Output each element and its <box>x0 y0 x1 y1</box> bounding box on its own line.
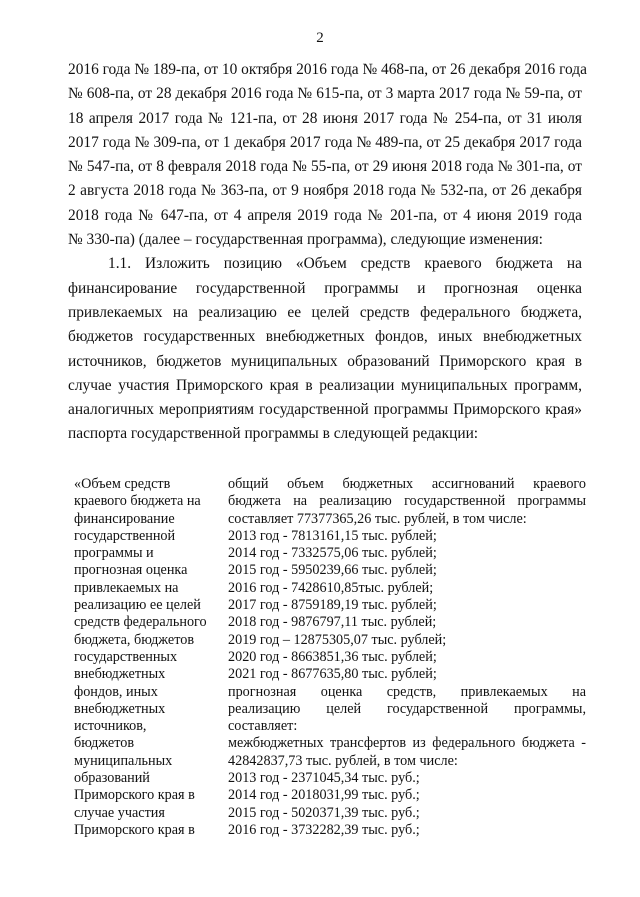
clause-line: аналогичных мероприятиям государственной программы Приморского края» <box>68 401 582 419</box>
value-line: 2018 год - 9876797,11 тыс. рублей; <box>228 614 437 631</box>
label-line: бюджета, бюджетов <box>74 631 195 648</box>
value-line: 2016 год - 3732282,39 тыс. руб.; <box>228 821 420 838</box>
label-line: источников, <box>74 718 147 735</box>
intro-line: № 547-па, от 8 февраля 2018 года № 55-па, от 29 июня 2018 года № 301-па, от <box>68 158 582 176</box>
label-line: внебюджетных <box>74 700 166 717</box>
page-number: 2 <box>316 30 324 46</box>
label-line: бюджетов <box>74 735 135 752</box>
label-line: фондов, иных <box>74 683 158 700</box>
label-line: внебюджетных <box>74 666 166 683</box>
label-line: реализацию ее целей <box>74 597 201 614</box>
intro-line: № 608-па, от 28 декабря 2016 года № 615-па, от 3 марта 2017 года № 59-па, от <box>68 85 582 103</box>
value-line: 2014 год - 2018031,99 тыс. руб.; <box>228 787 420 804</box>
clause-line: финансирование государственной программы и прогнозная оценка <box>68 279 582 297</box>
label-line: Приморского края в <box>74 787 195 804</box>
label-line: государственных <box>74 648 178 665</box>
label-line: государственной <box>74 527 176 544</box>
label-line: случае участия <box>74 804 165 821</box>
document-body <box>68 58 587 447</box>
label-line: программы и <box>74 545 154 562</box>
clause-line: 1.1. Изложить позицию «Объем средств краевого бюджета на <box>108 255 582 273</box>
clause-paragraph <box>68 252 582 446</box>
label-line: образований <box>74 770 150 787</box>
value-line: 2013 год - 7813161,15 тыс. рублей; <box>228 527 437 544</box>
value-line: 2020 год - 8663851,36 тыс. рублей; <box>228 648 437 665</box>
intro-paragraph <box>68 58 587 252</box>
clause-line: паспорта государственной программы в следующей редакции: <box>68 425 479 443</box>
value-line: составляет 77377365,26 тыс. рублей, в том числе: <box>228 510 527 527</box>
value-line: 2017 год - 8759189,19 тыс. рублей; <box>228 597 437 614</box>
value-line: 2014 год - 7332575,06 тыс. рублей; <box>228 545 437 562</box>
value-line: 2013 год - 2371045,34 тыс. руб.; <box>228 770 420 787</box>
value-line: общий объем бюджетных ассигнований краевого <box>228 476 586 492</box>
value-line: 2019 год – 12875305,07 тыс. рублей; <box>228 631 447 648</box>
label-line: краевого бюджета на <box>74 493 201 510</box>
clause-line: случае участия Приморского края в реализации муниципальных программ, <box>68 376 582 394</box>
label-line: прогнозная оценка <box>74 562 188 579</box>
intro-line: 2016 года № 189-па, от 10 октября 2016 года № 468-па, от 26 декабря 2016 года <box>68 61 587 78</box>
clause-line: источников, бюджетов муниципальных образований Приморского края в <box>68 352 582 370</box>
label-line: «Объем средств <box>74 476 171 492</box>
value-line: реализацию целей государственной программы, <box>228 700 586 717</box>
value-line: 2021 год - 8677635,80 тыс. рублей; <box>228 666 437 683</box>
intro-line: 2018 года № 647-па, от 4 апреля 2019 года № 201-па, от 4 июня 2019 года <box>68 206 582 224</box>
label-line: средств федерального <box>74 614 207 631</box>
intro-line: 18 апреля 2017 года № 121-па, от 28 июня 2017 года № 254-па, от 31 июля <box>68 109 582 127</box>
table-value-column <box>228 476 586 839</box>
value-line: межбюджетных трансфертов из федерального бюджета - <box>228 735 586 752</box>
intro-line: 2 августа 2018 года № 363-па, от 9 ноября 2018 года № 532-па, от 26 декабря <box>68 182 582 200</box>
intro-line: № 330-па) (далее – государственная программа), следующие изменения: <box>68 231 543 249</box>
clause-line: привлекаемых на реализацию ее целей средств федерального бюджета, <box>68 303 582 321</box>
label-line: финансирование <box>74 510 175 527</box>
table-label-column <box>74 476 219 839</box>
value-line: составляет: <box>228 718 298 735</box>
intro-line: 2017 года № 309-па, от 1 декабря 2017 года № 489-па, от 25 декабря 2017 года <box>68 133 582 151</box>
value-line: 2016 год - 7428610,85тыс. рублей; <box>228 579 434 596</box>
value-line: прогнозная оценка средств, привлекаемых на <box>228 683 586 700</box>
value-line: 42842837,73 тыс. рублей, в том числе: <box>228 752 458 769</box>
value-line: 2015 год - 5020371,39 тыс. руб.; <box>228 804 420 821</box>
value-line: бюджета на реализацию государственной программы <box>228 493 586 510</box>
label-line: муниципальных <box>74 752 173 769</box>
label-line: привлекаемых на <box>74 579 179 596</box>
value-line: 2015 год - 5950239,66 тыс. рублей; <box>228 562 437 579</box>
label-line: Приморского края в <box>74 821 195 838</box>
clause-line: бюджетов государственных внебюджетных фондов, иных внебюджетных <box>68 328 582 346</box>
